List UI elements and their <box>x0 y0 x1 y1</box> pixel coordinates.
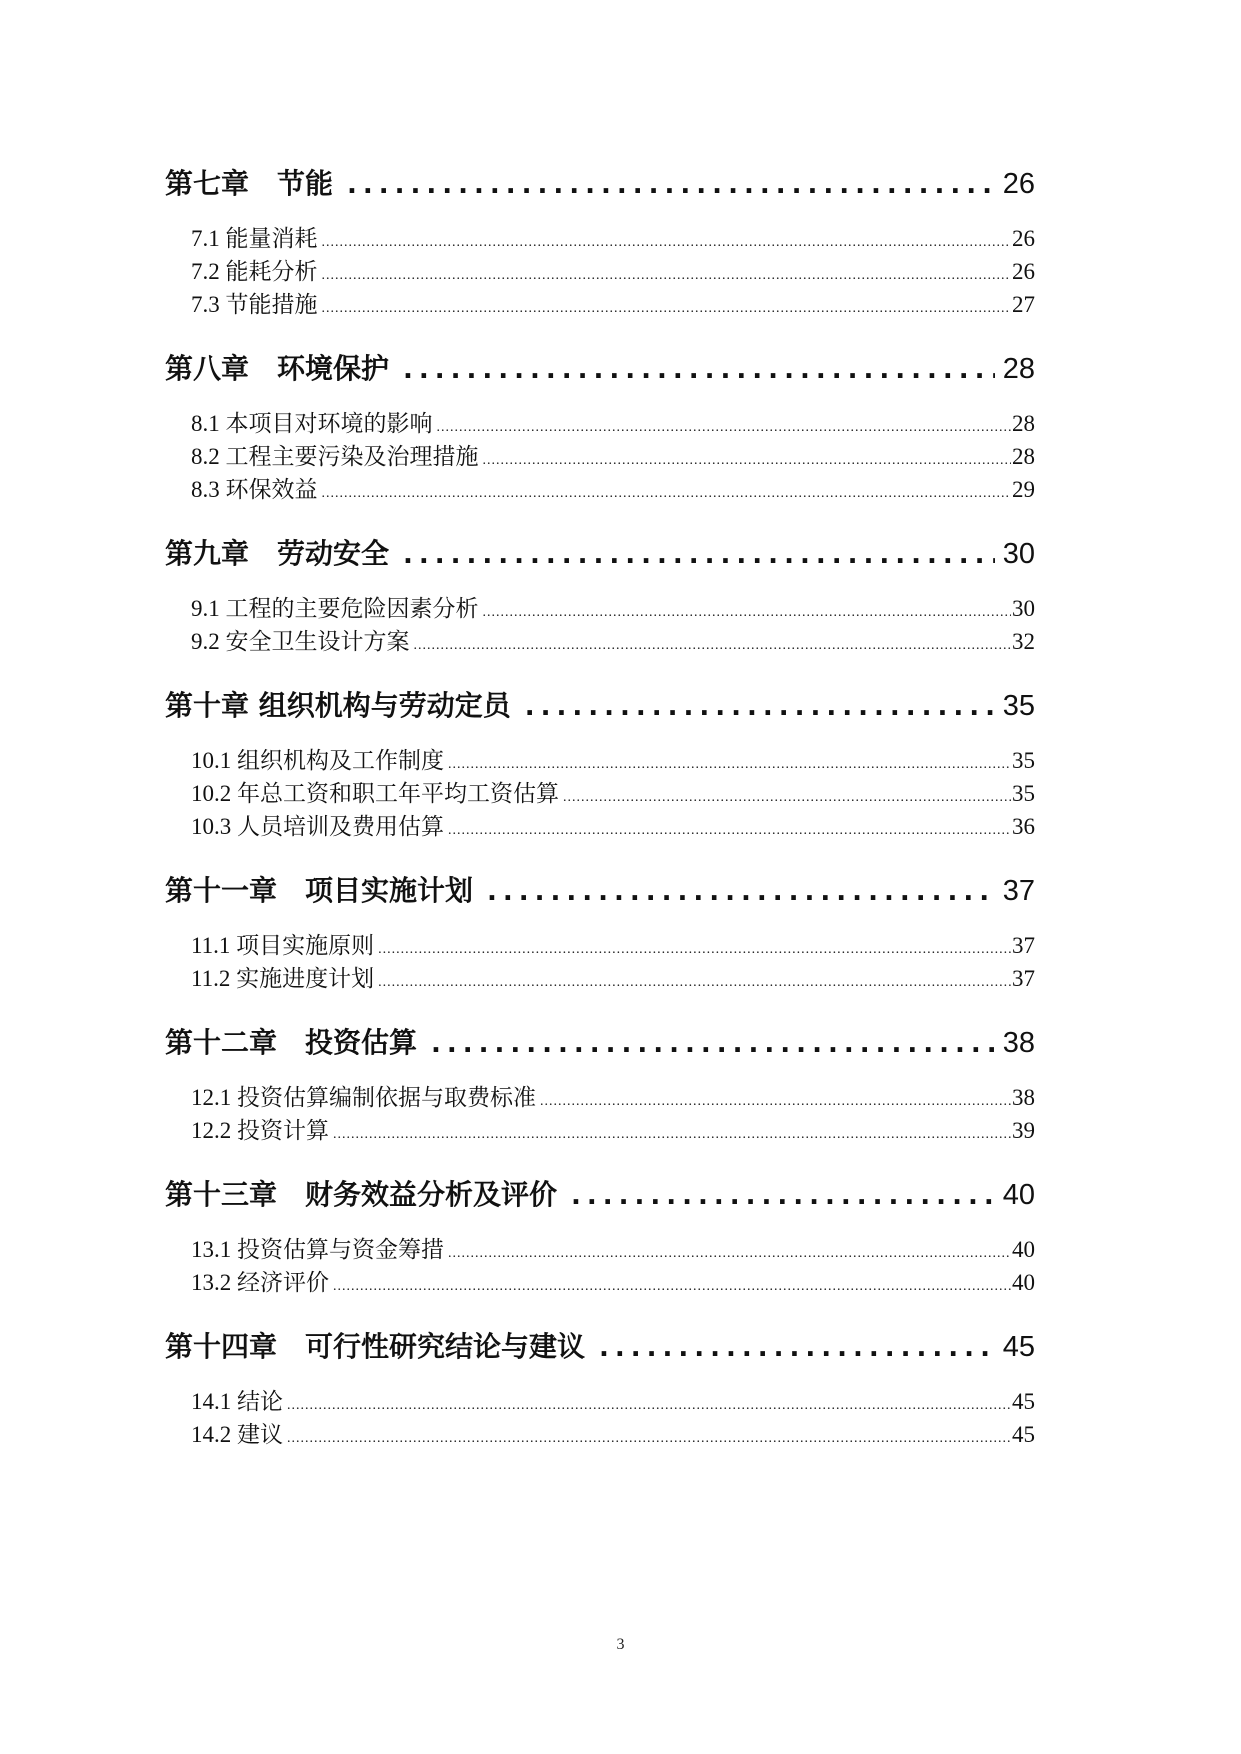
section-page-number: 29 <box>1012 477 1035 502</box>
toc-chapter-entry[interactable] <box>165 162 1035 212</box>
dot-leader <box>333 1279 1011 1295</box>
chapter-title: 第九章 劳动安全 <box>165 537 390 570</box>
chapter-page-number: 28 <box>1002 353 1035 385</box>
section-title: 7.1 能量消耗 <box>191 226 318 251</box>
section-page-number: 30 <box>1012 596 1035 621</box>
toc-chapter-group <box>165 532 1035 656</box>
toc-chapter-group <box>165 869 1035 993</box>
dot-leader <box>431 1029 995 1059</box>
dot-leader <box>414 638 1012 654</box>
toc-chapter-entry[interactable] <box>165 1021 1035 1071</box>
toc-chapter-group <box>165 162 1035 319</box>
toc-chapter-entry[interactable] <box>165 684 1035 734</box>
toc-section-entry[interactable] <box>191 220 1035 253</box>
toc-chapter-group <box>165 347 1035 504</box>
dot-leader <box>487 877 995 907</box>
chapter-page-number: 37 <box>1002 875 1035 907</box>
chapter-page-number: 40 <box>1002 1179 1035 1211</box>
toc-section-entry[interactable] <box>191 1416 1035 1449</box>
section-page-number: 26 <box>1012 259 1035 284</box>
section-page-number: 40 <box>1012 1270 1035 1295</box>
chapter-title: 第十三章 财务效益分析及评价 <box>165 1178 558 1211</box>
section-page-number: 45 <box>1012 1422 1035 1447</box>
toc-chapter-entry[interactable] <box>165 347 1035 397</box>
section-title: 11.1 项目实施原则 <box>191 933 375 958</box>
chapter-page-number: 26 <box>1002 168 1035 200</box>
toc-chapter-group <box>165 1325 1035 1449</box>
toc-chapter-group <box>165 684 1035 841</box>
section-title: 14.1 结论 <box>191 1389 283 1414</box>
section-title: 8.2 工程主要污染及治理措施 <box>191 444 479 469</box>
toc-section-entry[interactable] <box>191 1112 1035 1145</box>
toc-section-entry[interactable] <box>191 927 1035 960</box>
section-page-number: 28 <box>1012 444 1035 469</box>
dot-leader <box>448 1246 1011 1262</box>
section-title: 13.2 经济评价 <box>191 1270 329 1295</box>
page-number: 3 <box>616 1636 625 1653</box>
dot-leader <box>571 1181 995 1211</box>
toc-chapter-entry[interactable] <box>165 1173 1035 1223</box>
toc-section-entry[interactable] <box>191 286 1035 319</box>
dot-leader <box>540 1094 1011 1110</box>
toc-section-entry[interactable] <box>191 590 1035 623</box>
toc-chapter-group <box>165 1021 1035 1145</box>
section-title: 7.3 节能措施 <box>191 292 318 317</box>
section-page-number: 32 <box>1012 629 1035 654</box>
dot-leader <box>563 790 1011 806</box>
toc-section-entry[interactable] <box>191 775 1035 808</box>
section-page-number: 26 <box>1012 226 1035 251</box>
section-title: 12.1 投资估算编制依据与取费标准 <box>191 1085 536 1110</box>
chapter-title: 第十四章 可行性研究结论与建议 <box>165 1330 586 1363</box>
toc-section-entry[interactable] <box>191 623 1035 656</box>
section-page-number: 45 <box>1012 1389 1035 1414</box>
section-title: 11.2 实施进度计划 <box>191 966 375 991</box>
dot-leader <box>322 301 1012 317</box>
toc-chapter-entry[interactable] <box>165 869 1035 919</box>
dot-leader <box>347 170 995 200</box>
section-title: 13.1 投资估算与资金筹措 <box>191 1237 444 1262</box>
section-title: 8.1 本项目对环境的影响 <box>191 411 433 436</box>
section-page-number: 38 <box>1012 1085 1035 1110</box>
dot-leader <box>322 268 1012 284</box>
toc-section-entry[interactable] <box>191 960 1035 993</box>
section-page-number: 39 <box>1012 1118 1035 1143</box>
dot-leader <box>525 692 995 722</box>
dot-leader <box>378 975 1011 991</box>
dot-leader <box>403 355 995 385</box>
toc-section-entry[interactable] <box>191 253 1035 286</box>
toc-section-entry[interactable] <box>191 471 1035 504</box>
section-title: 8.3 环保效益 <box>191 477 318 502</box>
dot-leader <box>287 1398 1011 1414</box>
section-page-number: 27 <box>1012 292 1035 317</box>
toc-section-entry[interactable] <box>191 808 1035 841</box>
toc-section-entry[interactable] <box>191 1231 1035 1264</box>
chapter-page-number: 45 <box>1002 1331 1035 1363</box>
toc-section-entry[interactable] <box>191 438 1035 471</box>
toc-section-entry[interactable] <box>191 742 1035 775</box>
dot-leader <box>448 757 1011 773</box>
section-title: 10.2 年总工资和职工年平均工资估算 <box>191 781 559 806</box>
dot-leader <box>403 540 995 570</box>
chapter-page-number: 30 <box>1002 538 1035 570</box>
dot-leader <box>483 453 1012 469</box>
section-title: 10.1 组织机构及工作制度 <box>191 748 444 773</box>
section-title: 9.2 安全卫生设计方案 <box>191 629 410 654</box>
chapter-title: 第八章 环境保护 <box>165 352 390 385</box>
toc-chapter-group <box>165 1173 1035 1297</box>
section-title: 12.2 投资计算 <box>191 1118 329 1143</box>
toc-section-entry[interactable] <box>191 405 1035 438</box>
dot-leader <box>322 486 1012 502</box>
toc-section-entry[interactable] <box>191 1264 1035 1297</box>
dot-leader <box>333 1127 1011 1143</box>
dot-leader <box>448 823 1011 839</box>
chapter-page-number: 38 <box>1002 1027 1035 1059</box>
chapter-title: 第十二章 投资估算 <box>165 1026 418 1059</box>
section-title: 9.1 工程的主要危险因素分析 <box>191 596 479 621</box>
dot-leader <box>287 1431 1011 1447</box>
section-page-number: 40 <box>1012 1237 1035 1262</box>
toc-section-entry[interactable] <box>191 1079 1035 1112</box>
toc-chapter-entry[interactable] <box>165 1325 1035 1375</box>
chapter-title: 第十章 组织机构与劳动定员 <box>165 689 511 722</box>
section-page-number: 28 <box>1012 411 1035 436</box>
section-title: 10.3 人员培训及费用估算 <box>191 814 444 839</box>
section-page-number: 35 <box>1012 748 1035 773</box>
toc-section-entry[interactable] <box>191 1383 1035 1416</box>
chapter-page-number: 35 <box>1002 690 1035 722</box>
dot-leader <box>437 420 1012 436</box>
dot-leader <box>322 235 1012 251</box>
chapter-title: 第七章 节能 <box>165 167 334 200</box>
section-page-number: 37 <box>1012 966 1035 991</box>
section-title: 7.2 能耗分析 <box>191 259 318 284</box>
dot-leader <box>483 605 1012 621</box>
section-title: 14.2 建议 <box>191 1422 283 1447</box>
toc-chapter-entry[interactable] <box>165 532 1035 582</box>
dot-leader <box>599 1333 995 1363</box>
chapter-title: 第十一章 项目实施计划 <box>165 874 474 907</box>
section-page-number: 37 <box>1012 933 1035 958</box>
table-of-contents <box>165 162 1035 1477</box>
section-page-number: 35 <box>1012 781 1035 806</box>
dot-leader <box>378 942 1011 958</box>
section-page-number: 36 <box>1012 814 1035 839</box>
